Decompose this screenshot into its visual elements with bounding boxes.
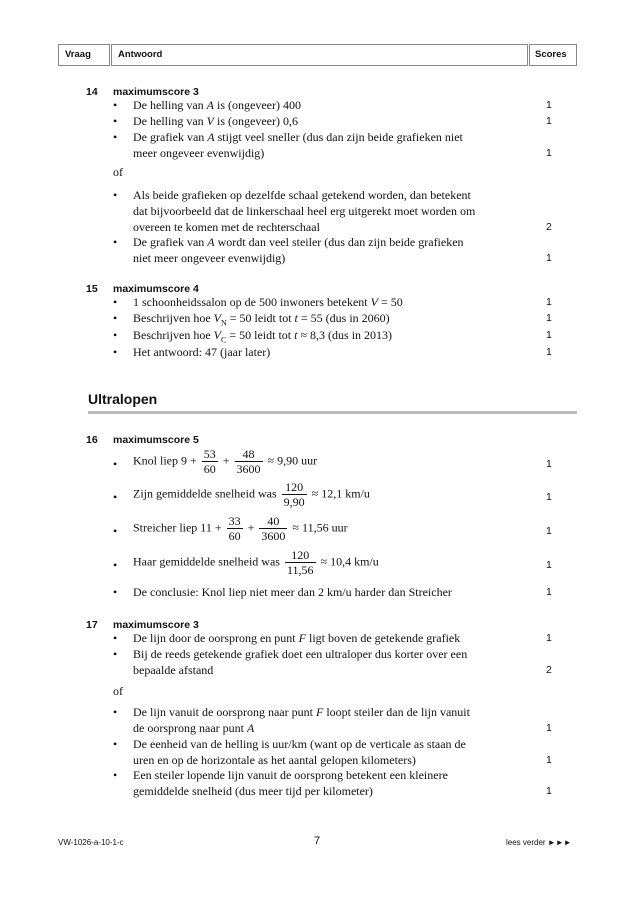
score: 1	[546, 346, 552, 358]
bullet: •	[113, 311, 118, 325]
q14-alt-1-l1: Als beide grafieken op dezelfde schaal getekend worden, dan betekent	[133, 188, 471, 202]
q14-item-2: De helling van V is (ongeveer) 0,6	[133, 114, 298, 128]
bullet: •	[113, 524, 118, 538]
q15-item-1: 1 schoonheidssalon op de 500 inwoners betekent V = 50	[133, 295, 403, 309]
q17-item-2-l1: Bij de reeds getekende grafiek doet een ultraloper dus korter over een	[133, 647, 468, 661]
bullet: •	[113, 737, 118, 751]
bullet: •	[113, 235, 118, 249]
section-title: Ultralopen	[88, 391, 158, 407]
q15-item-3: Beschrijven hoe $V_C = 50$ leidt tot t ≈ 8,3 (dus in 2013)	[133, 328, 393, 345]
q14-item-1: De helling van A is (ongeveer) 400	[133, 98, 301, 112]
score: 1	[546, 785, 552, 797]
header-scores: Scores	[529, 44, 577, 66]
score: 1	[546, 559, 552, 571]
score: 1	[546, 491, 552, 503]
bullet: •	[113, 295, 118, 309]
q14-alt-1-l3: overeen te komen met de rechterschaal	[133, 220, 320, 234]
of-separator: of	[113, 684, 123, 698]
q16-item-3: Streicher liep 11 + $\frac{33}{60}$ + $\frac{40}{3600}$ ≈ 11,56 uur	[133, 514, 348, 543]
bullet: •	[113, 130, 118, 144]
page-number: 7	[314, 835, 321, 847]
bullet: •	[113, 328, 118, 342]
bullet: •	[113, 345, 118, 359]
footer-code: VW-1026-a-10-1-c	[58, 838, 124, 847]
score: 1	[546, 754, 552, 766]
header-antwoord: Antwoord	[111, 44, 528, 66]
q14-alt-2-cont: niet meer ongeveer evenwijdig)	[133, 251, 286, 265]
bullet: •	[113, 768, 118, 782]
question-number-15: 15	[86, 283, 98, 295]
maximumscore-15: maximumscore 4	[113, 283, 199, 295]
score: 2	[546, 221, 552, 233]
q17-alt-1: De lijn vanuit de oorsprong naar punt F loopt steiler dan de lijn vanuit	[133, 705, 470, 719]
question-number-14: 14	[86, 86, 98, 98]
score: 1	[546, 296, 552, 308]
maximumscore-14: maximumscore 3	[113, 86, 199, 98]
score: 1	[546, 115, 552, 127]
of-separator: of	[113, 165, 123, 179]
header-vraag: Vraag	[58, 44, 110, 66]
bullet: •	[113, 98, 118, 112]
score: 1	[546, 329, 552, 341]
bullet: •	[113, 490, 118, 504]
bullet: •	[113, 705, 118, 719]
question-number-17: 17	[86, 619, 98, 631]
score: 1	[546, 99, 552, 111]
q17-alt-2-l1: De eenheid van de helling is uur/km (want op de verticale as staan de	[133, 737, 466, 751]
score: 1	[546, 252, 552, 264]
q16-item-5: De conclusie: Knol liep niet meer dan 2 km/u harder dan Streicher	[133, 585, 452, 599]
bullet: •	[113, 647, 118, 661]
bullet: •	[113, 114, 118, 128]
bullet: •	[113, 457, 118, 471]
question-number-16: 16	[86, 434, 98, 446]
bullet: •	[113, 188, 118, 202]
q17-item-1: De lijn door de oorsprong en punt F ligt boven de getekende grafiek	[133, 631, 461, 645]
q17-alt-2-l2: uren en op de horizontale as het aantal gelopen kilometers)	[133, 753, 416, 767]
q15-item-4: Het antwoord: 47 (jaar later)	[133, 345, 271, 359]
q16-item-4: Haar gemiddelde snelheid was $\frac{120}{11,56}$ ≈ 10,4 km/u	[133, 548, 379, 577]
score: 1	[546, 632, 552, 644]
bullet: •	[113, 631, 118, 645]
score: 1	[546, 525, 552, 537]
q17-alt-3-l2: gemiddelde snelheid (dus meer tijd per kilometer)	[133, 784, 373, 798]
continue-link[interactable]: lees verder ►►►	[506, 838, 572, 847]
bullet: •	[113, 558, 118, 572]
score: 1	[546, 458, 552, 470]
maximumscore-16: maximumscore 5	[113, 434, 199, 446]
q14-item-3: De grafiek van A stijgt veel sneller (dus dan zijn beide grafieken niet	[133, 130, 463, 144]
score: 1	[546, 586, 552, 598]
q14-item-3-cont: meer ongeveer evenwijdig)	[133, 146, 265, 160]
q16-item-2: Zijn gemiddelde snelheid was $\frac{120}{9,90}$ ≈ 12,1 km/u	[133, 480, 370, 509]
q14-alt-1-l2: dat bijvoorbeeld dat de linkerschaal heel erg uitgerekt moet worden om	[133, 204, 476, 218]
bullet: •	[113, 585, 118, 599]
score: 1	[546, 147, 552, 159]
score: 1	[546, 722, 552, 734]
q16-item-1: Knol liep 9 + $\frac{53}{60}$ + $\frac{48}{3600}$ ≈ 9,90 uur	[133, 447, 318, 476]
score: 2	[546, 664, 552, 676]
maximumscore-17: maximumscore 3	[113, 619, 199, 631]
q14-alt-2: De grafiek van A wordt dan veel steiler (dus dan zijn beide grafieken	[133, 235, 464, 249]
q17-alt-3-l1: Een steiler lopende lijn vanuit de oorsprong betekent een kleinere	[133, 768, 448, 782]
score: 1	[546, 312, 552, 324]
q17-alt-1-cont: de oorsprong naar punt A	[133, 721, 255, 735]
section-divider	[88, 411, 577, 414]
q15-item-2: Beschrijven hoe $V_N = 50$ leidt tot t = 55 (dus in 2060)	[133, 311, 390, 328]
q17-item-2-l2: bepaalde afstand	[133, 663, 214, 677]
